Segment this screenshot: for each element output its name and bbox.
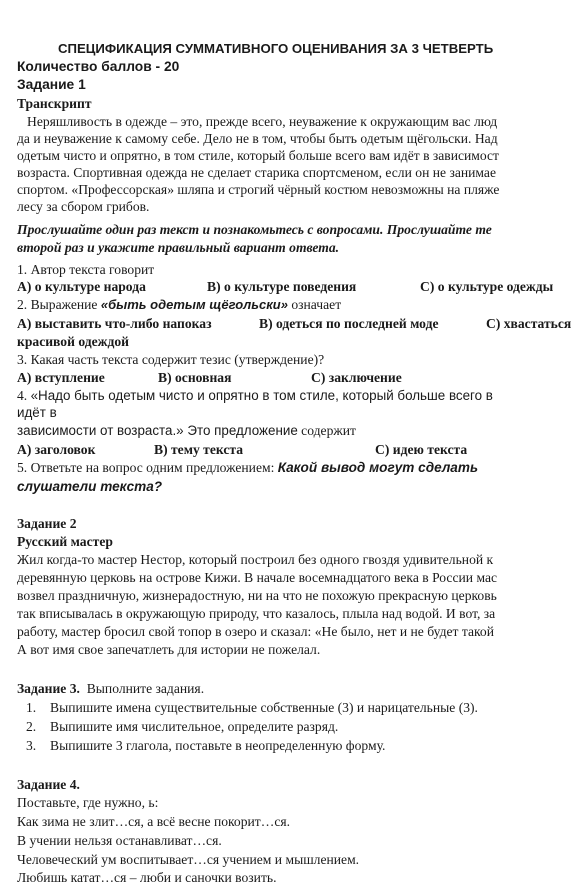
story-line: работу, мастер бросил свой топор в озеро и сказал: «Не было, нет и не будет такой [17, 624, 494, 639]
points-total: Количество баллов - 20 [17, 59, 180, 74]
q4-quote-end-text: зависимости от возраста.» Это предложение [17, 423, 298, 438]
task4-line: Как зима не злит…ся, а всё весне покорит…ся. [17, 814, 291, 829]
story-line: А вот имя свое запечатлеть для истории не пожелал. [17, 642, 321, 657]
task3-heading: Задание 3. [17, 681, 80, 696]
q4-quote-end [17, 423, 356, 439]
transcript-line: спортом. «Профессорская» шляпа и строгий чёрный костюм невозможны на пляже [17, 182, 500, 197]
task3-item [26, 700, 478, 716]
q2-option-c: С) хвастаться [486, 316, 572, 331]
task3-item-number: 1. [26, 700, 37, 715]
transcript-line: возраста. Спортивная одежда не сделает старика спортсменом, если он не занимае [17, 165, 496, 180]
q4-prefix: 4. [17, 388, 31, 403]
task3-header [17, 681, 204, 697]
task3-item-text: Выпишите имена существительные собственные (3) и нарицательные (3). [50, 700, 478, 715]
q4-option-a: А) заголовок [17, 442, 96, 457]
question-2 [17, 297, 341, 313]
transcript-line: одетым чисто и опрятно, в том стиле, который больше всего вам идёт в зависимост [17, 148, 499, 163]
q2-phrase: «быть одетым щёгольски» [100, 297, 288, 312]
q2-suffix: означает [287, 297, 342, 312]
story-line: Жил когда-то мастер Нестор, который построил без одного гвоздя удивительной к [17, 552, 494, 567]
q3-option-b: В) основная [158, 370, 232, 385]
q2-option-c-continued: красивой одеждой [17, 334, 130, 349]
page-title: СПЕЦИФИКАЦИЯ СУММАТИВНОГО ОЦЕНИВАНИЯ ЗА 3 ЧЕТВЕРТЬ [58, 41, 494, 56]
task3-item [26, 738, 385, 754]
task3-item-text: Выпишите имя числительное, определите разряд. [50, 719, 339, 734]
task4-line: Любишь катат…ся – люби и саночки возить. [17, 870, 277, 885]
task4-line: В учении нельзя останавливат…ся. [17, 833, 222, 848]
task2-heading: Задание 2 [17, 516, 77, 531]
story-line: деревянную церковь на острове Кижи. В начале восемнадцатого века в России мас [17, 570, 498, 585]
story-line: возвел праздничную, жизнерадостную, ни на что не похожую прекрасную церковь [17, 588, 497, 603]
q2-option-b: В) одеться по последней моде [259, 316, 439, 331]
transcript-line: лесу за сбором грибов. [17, 199, 150, 214]
task3-item [26, 719, 338, 735]
question-5 [17, 460, 478, 476]
question-3: 3. Какая часть текста содержит тезис (утверждение)? [17, 352, 325, 367]
task3-item-number: 3. [26, 738, 37, 753]
task2-subheading: Русский мастер [17, 534, 113, 549]
task4-line: Человеческий ум воспитывает…ся учением и мышлением. [17, 852, 360, 867]
q4-option-c: С) идею текста [375, 442, 468, 457]
q5-prefix: 5. Ответьте на вопрос одним предложением: [17, 460, 278, 475]
q4-suffix: содержит [297, 423, 356, 438]
q3-option-c: С) заключение [311, 370, 402, 385]
q5-question-continued: слушатели текста? [17, 479, 163, 494]
q4-option-b: В) тему текста [154, 442, 244, 457]
q2-option-a: А) выставить что-либо напоказ [17, 316, 212, 331]
q1-option-b: В) о культуре поведения [207, 279, 357, 294]
q1-option-a: А) о культуре народа [17, 279, 146, 294]
listening-instruction: Прослушайте один раз текст и познакомьтесь с вопросами. Прослушайте те [17, 222, 492, 237]
q3-option-a: А) вступление [17, 370, 105, 385]
task4-heading: Задание 4. [17, 777, 80, 792]
q1-option-c: С) о культуре одежды [420, 279, 554, 294]
task3-item-text: Выпишите 3 глагола, поставьте в неопределенную форму. [50, 738, 386, 753]
task1-heading: Задание 1 [17, 77, 86, 92]
task3-instruction: Выполните задания. [86, 681, 205, 696]
listening-instruction: второй раз и укажите правильный вариант ответа. [17, 240, 340, 255]
q4-quote-continued: идёт в [17, 405, 57, 420]
question-4 [17, 388, 493, 404]
question-1: 1. Автор текста говорит [17, 262, 155, 277]
q5-question: Какой вывод могут сделать [277, 460, 479, 475]
q2-prefix: 2. Выражение [17, 297, 101, 312]
transcript-line: Неряшливость в одежде – это, прежде всего, неуважение к окружающим вас люд [27, 114, 498, 129]
transcript-line: да и неуважение к самому себе. Дело не в том, чтобы быть одетым щёгольски. Над [17, 131, 498, 146]
task3-item-number: 2. [26, 719, 37, 734]
q4-quote: «Надо быть одетым чисто и опрятно в том стиле, который больше всего в [30, 388, 493, 403]
transcript-heading: Транскрипт [17, 96, 92, 111]
story-line: так вписывалась в окружающую природу, что казалось, плыла над водой. И вот, за [17, 606, 496, 621]
task4-line: Поставьте, где нужно, ь: [17, 795, 159, 810]
